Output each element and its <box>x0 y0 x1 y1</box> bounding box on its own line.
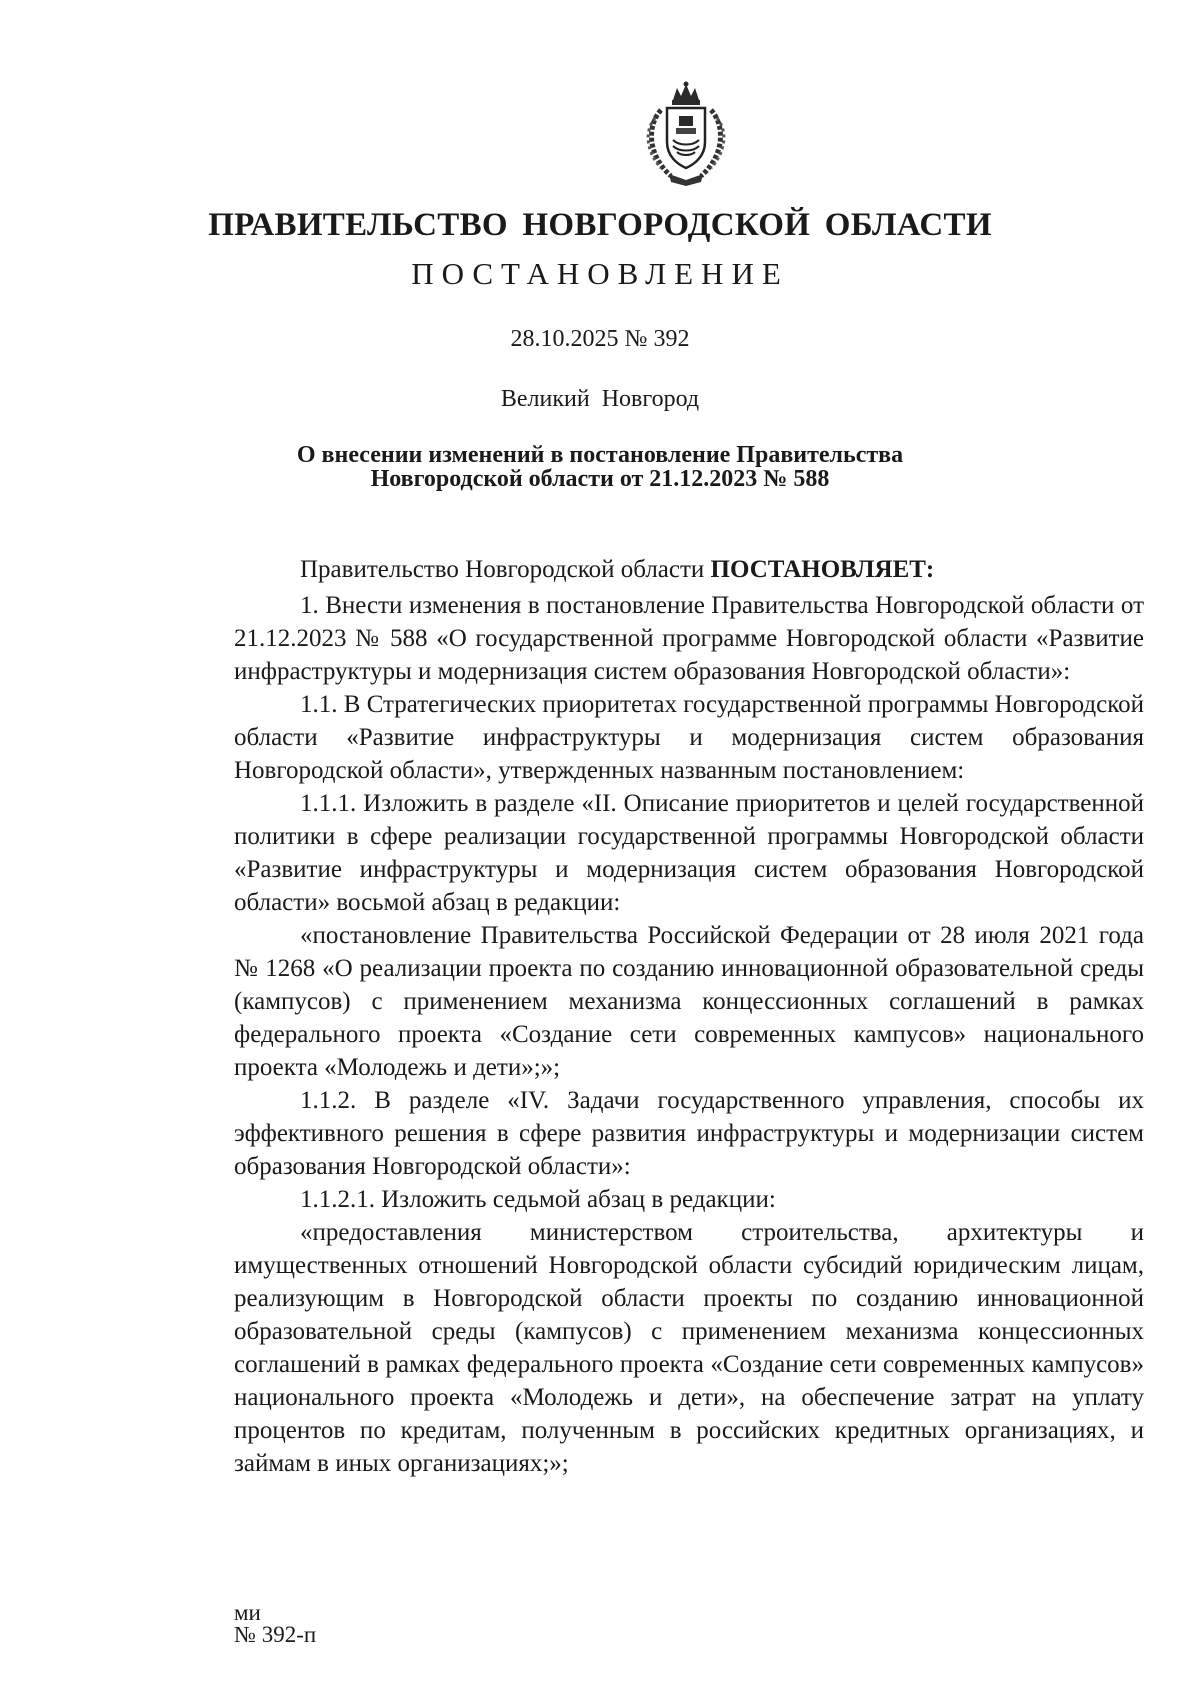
document-type: ПОСТАНОВЛЕНИЕ <box>411 256 789 291</box>
document-city: Великий Новгород <box>500 386 700 412</box>
subject-line-1: О внесении изменений в постановление Правительства <box>296 442 904 468</box>
paragraph-1: 1. Внести изменения в постановление Правительства Новгородской области от 21.12.2023 № 588 «О государственной программе Новгородской области «Развитие инфраструктуры и модернизация систем образования Новгородской области»: <box>234 592 1144 685</box>
document-subject <box>0 443 1200 491</box>
document-date-number: 28.10.2025 № 392 <box>510 326 690 352</box>
paragraph-1-1-2-1: 1.1.2.1. Изложить седьмой абзац в редакции: <box>300 1186 776 1213</box>
footer-doc-ref: № 392-п <box>234 1622 317 1647</box>
paragraph-1-1-1: 1.1.1. Изложить в разделе «II. Описание приоритетов и целей государственной политики в сфере реализации государственной программы Новгородской области «Развитие инфраструктуры и модернизация систем образования Новгородской области» восьмой абзац в редакции: <box>234 790 1144 916</box>
paragraph-1-1-2: 1.1.2. В разделе «IV. Задачи государственного управления, способы их эффективного решения в сфере развития инфраструктуры и модернизации систем образования Новгородской области»: <box>234 1087 1144 1180</box>
document-footer <box>234 1602 316 1646</box>
paragraph-1-1: 1.1. В Стратегических приоритетах государственной программы Новгородской области «Развитие инфраструктуры и модернизация систем образования Новгородской области», утвержденных названным постановлением: <box>234 691 1144 784</box>
intro-text: Правительство Новгородской области <box>300 556 711 583</box>
quoted-paragraph-7: «предоставления министерством строительства, архитектуры и имущественных отношений Новгородской области субсидий юридическим лицам, реализующим в Новгородской области проекты по созданию инновационной образовательной среды (кампусов) с применением механизма концессионных соглашений в рамках федерального проекта «Создание сети современных кампусов» национального проекта «Молодежь и дети», на обеспечение затрат на уплату процентов по кредитам, полученным в российских кредитных организациях, и займам в иных организациях;»; <box>234 1219 1144 1477</box>
footer-initials: ми <box>234 1600 261 1625</box>
subject-line-2: Новгородской области от 21.12.2023 № 588 <box>370 466 830 492</box>
coat-of-arms-emblem <box>643 80 729 186</box>
quoted-paragraph-8: «постановление Правительства Российской Федерации от 28 июля 2021 года № 1268 «О реализации проекта по созданию инновационной образовательной среды (кампусов) с применением механизма концессионных соглашений в рамках федерального проекта «Создание сети современных кампусов» национального проекта «Молодежь и дети»;»; <box>234 922 1144 1081</box>
government-title: ПРАВИТЕЛЬСТВО НОВГОРОДСКОЙ ОБЛАСТИ <box>208 207 992 243</box>
decree-word: ПОСТАНОВЛЯЕТ: <box>710 556 935 583</box>
document-body <box>234 553 1144 1480</box>
intro-paragraph <box>234 553 1144 586</box>
